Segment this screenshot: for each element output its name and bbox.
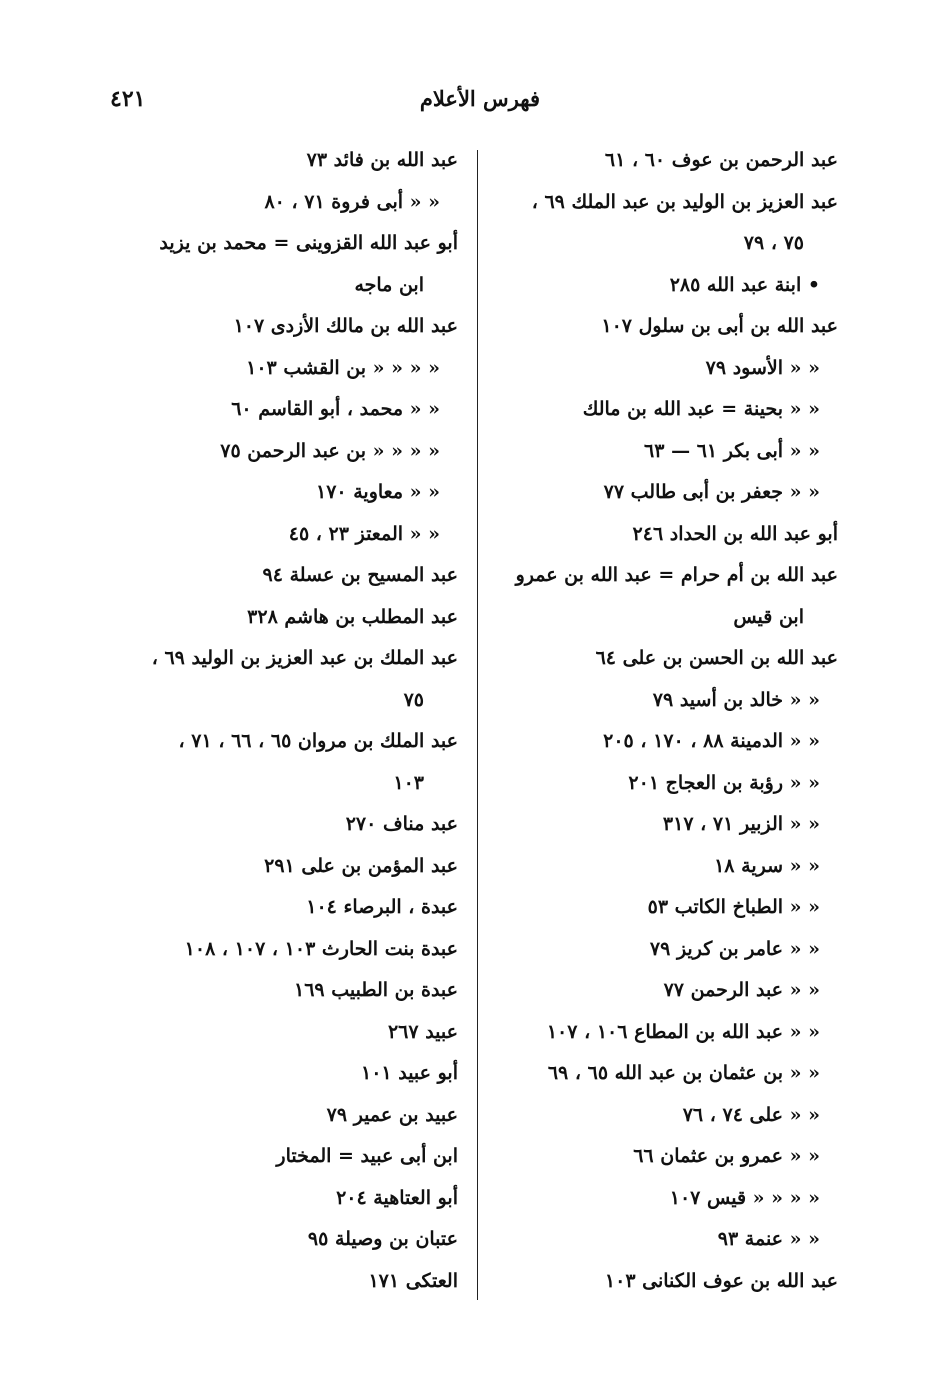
index-entry: أبو عبد الله بن الحداد ٢٤٦ <box>632 522 838 545</box>
index-entry: « « « « بن القشب ١٠٣ <box>246 356 440 379</box>
index-entry: « « سرية ١٨ <box>714 854 820 877</box>
index-entry: « « معاوية ١٧٠ <box>315 481 440 503</box>
index-entry: عبد العزيز بن الوليد بن عبد الملك ٦٩ ، <box>531 190 838 213</box>
index-entry: أبو عبد الله القزوينى = محمد بن يزيد <box>159 232 458 254</box>
index-entry: عبد الله بن فائد ٧٣ <box>306 149 458 171</box>
index-entry: عبد الملك بن مروان ٦٥ ، ٦٦ ، ٧١ ، <box>178 730 458 752</box>
index-column-right <box>493 140 838 1302</box>
index-entry: عبدة بنت الحارث ١٠٣ ، ١٠٧ ، ١٠٨ <box>184 937 458 960</box>
page-number: ٤٢١ <box>110 86 146 112</box>
index-entry: ابن أبى عبيد = المختار <box>276 1145 458 1167</box>
index-entry: عبد الملك بن عبد العزيز بن الوليد ٦٩ ، <box>151 647 458 669</box>
index-entry: عبد المؤمن بن على ٢٩١ <box>264 854 458 877</box>
column-divider <box>477 150 478 1300</box>
index-entry: « « الزبير ٧١ ، ٣١٧ <box>662 813 820 835</box>
index-entry: عبد مناف ٢٧٠ <box>345 813 458 835</box>
index-entry: ١٠٣ <box>393 771 424 794</box>
index-entry: ابن قيس <box>733 605 804 628</box>
index-entry: • ابنة عبد الله ٢٨٥ <box>669 273 820 296</box>
index-entry: عبد المسيح بن عسلة ٩٤ <box>262 564 458 586</box>
index-entry: عبد المطلب بن هاشم ٣٢٨ <box>247 605 458 628</box>
index-entry: « « بن عثمان بن عبد الله ٦٥ ، ٦٩ <box>547 1062 820 1084</box>
index-entry: « « على ٧٤ ، ٧٦ <box>682 1103 820 1126</box>
index-entry: « « المعتز ٢٣ ، ٤٥ <box>288 522 440 545</box>
index-entry: عبد الله بن أم حرام = عبد الله بن عمرو <box>515 564 838 586</box>
index-entry: « « « « قيس ١٠٧ <box>669 1186 820 1209</box>
index-entry: العتكى ١٧١ <box>368 1269 458 1292</box>
index-entry: « « الطباخ الكاتب ٥٣ <box>647 896 820 918</box>
index-entry: « « رؤبة بن العجاج ٢٠١ <box>628 771 820 794</box>
index-entry: عبد الله بن أبى بن سلول ١٠٧ <box>601 315 838 337</box>
index-entry: عبد الرحمن بن عوف ٦٠ ، ٦١ <box>604 149 838 171</box>
index-entry: « « أبى بكر ٦١ — ٦٣ <box>644 439 820 462</box>
index-entry: « « محمد ، أبو القاسم ٦٠ <box>231 398 440 420</box>
index-entry: « « عبد الرحمن ٧٧ <box>663 979 820 1001</box>
index-entry: « « الدمينة ٨٨ ، ١٧٠ ، ٢٠٥ <box>603 730 820 752</box>
index-entry: ٧٥ ، ٧٩ <box>743 232 804 254</box>
index-entry: « « خالد بن أسيد ٧٩ <box>652 688 820 711</box>
index-entry: « « « « بن عبد الرحمن ٧٥ <box>220 439 440 462</box>
index-entry: عتبان بن وصيلة ٩٥ <box>307 1228 458 1250</box>
index-entry: عبد الله بن الحسن بن على ٦٤ <box>595 647 838 669</box>
index-entry: ابن ماجه <box>354 273 424 296</box>
index-entry: « « عامر بن كريز ٧٩ <box>649 937 820 960</box>
index-entry: « « جعفر بن أبى طالب ٧٧ <box>603 481 820 503</box>
index-column-left <box>103 140 458 1302</box>
index-entry: عبيد بن عمير ٧٩ <box>326 1103 458 1126</box>
index-entry: « « الأسود ٧٩ <box>705 356 820 379</box>
index-entry: عبيد ٢٦٧ <box>387 1020 458 1043</box>
index-entry: أبو العتاهية ٢٠٤ <box>336 1186 458 1209</box>
running-header-title: فهرس الأعلام <box>419 86 540 111</box>
index-entry: عبدة ، البرصاء ١٠٤ <box>306 896 458 918</box>
index-entry: ٧٥ <box>403 688 424 711</box>
index-entry: عبدة بن الطبيب ١٦٩ <box>294 979 458 1001</box>
index-entry: « « أبى فروة ٧١ ، ٨٠ <box>264 190 440 213</box>
index-entry: عبد الله بن عوف الكنانى ١٠٣ <box>604 1269 838 1292</box>
index-entry: أبو عبيد ١٠١ <box>360 1062 458 1084</box>
index-entry: « « عمرو بن عثمان ٦٦ <box>633 1145 820 1167</box>
page-header <box>100 86 840 126</box>
index-entry: « « بحينة = عبد الله بن مالك <box>582 398 820 420</box>
index-entry: « « عبد الله بن المطاع ١٠٦ ، ١٠٧ <box>546 1020 820 1043</box>
index-entry: « « عنمة ٩٣ <box>717 1228 820 1250</box>
index-entry: عبد الله بن مالك الأزدى ١٠٧ <box>233 315 458 337</box>
